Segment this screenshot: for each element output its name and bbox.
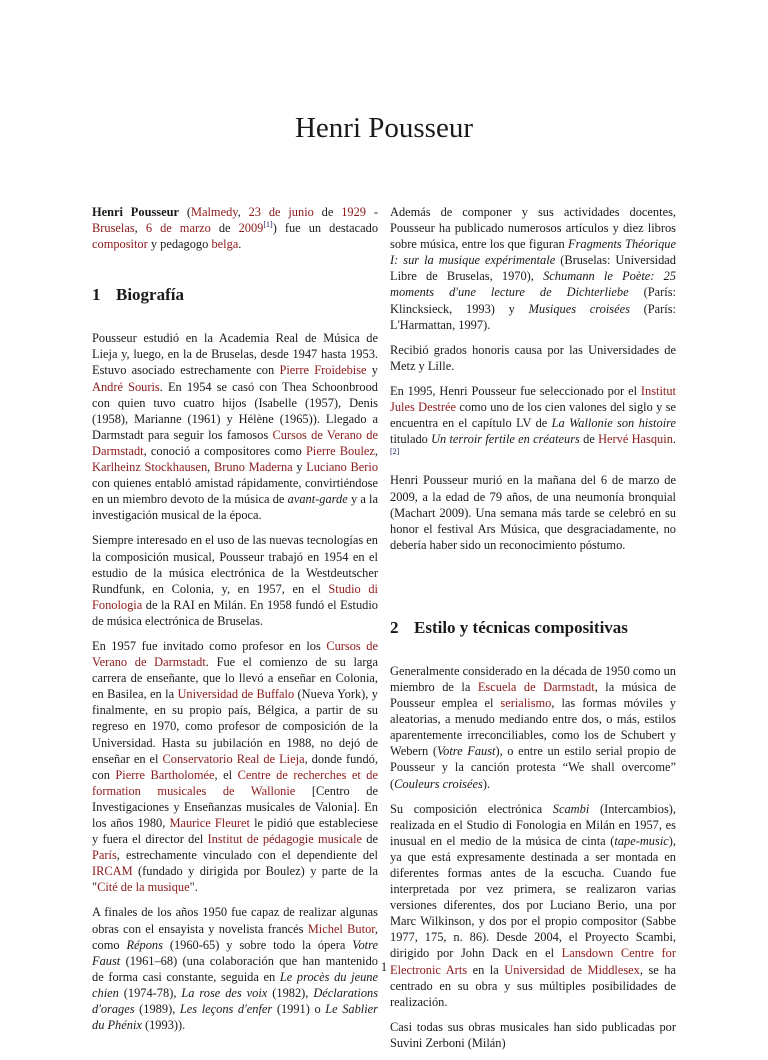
paragraph: Generalmente considerado en la década de 1950 como un miembro de la Escuela de Darmstadt, la música de Pousseur emplea el serialismo, las formas móviles y aleatorias, a menudo mediando entre dos, o más, estilos aparentemente irreconciliables, como los de Schubert y Webern (Votre Faust), o entre un estilo serial propio de Pousseur y la canción protesta “We shall overcome” (Couleurs croisées). [390,663,677,791]
link-cursos-darmstadt[interactable]: Cursos de Verano de Darmstadt [92,427,378,458]
intro-paragraph: Henri Pousseur (Malmedy, 23 de junio de 1929 - Bruselas, 6 de marzo de 2009[1]) fue un destacado compositor y pedagogo belga. [92,205,379,252]
link-centre-recherches[interactable]: Centre de recherches et de formation musicales de Wallonie [92,767,378,798]
link-stockhausen[interactable]: Karlheinz Stockhausen [92,460,208,475]
link-birth-year[interactable]: 1929 [341,205,366,219]
section-number: 1 [92,285,101,305]
section-heading-estilo [390,617,676,639]
link-herve-hasquin[interactable]: Hervé Hasquin [598,432,673,447]
link-cite-musique[interactable]: Cité de la musique [97,880,190,895]
section-number: 2 [390,617,399,637]
reference-1[interactable]: [1] [263,219,273,229]
link-institut-jules-destree[interactable]: Institut Jules Destrée [390,383,676,415]
paragraph: Henri Pousseur murió en la mañana del 6 de marzo de 2009, a la edad de 79 años, de una neumonía bronquial (Machart 2009). Una semana más tarde se celebró en su honor el festival Ars Música, que desgraciadamente, no debería haber sido un reconocimiento póstumo. [390,473,676,552]
link-death-date[interactable]: 6 de marzo [145,221,211,236]
paragraph: En 1995, Henri Pousseur fue seleccionado por el Institut Jules Destrée como uno de los cien valones del siglo y se encuentra en el capítulo LV de La Wallonie son histoire titulado Un terroir fertile en créateurs de Hervé Hasquin.[2] [390,383,677,457]
paragraph: Recibió grados honoris causa por las Universidades de Metz y Lille. [390,342,676,373]
link-malmedy[interactable]: Malmedy [190,205,238,219]
left-column [92,204,378,1042]
paragraph: Siempre interesado en el uso de las nuevas tecnologías en la composición musical, Pousseur trabajó en 1954 en el estudio de la música electrónica de la Westdeutscher Rundfunk, en Colonia, y, en 1957, en el Studio di Fonologia de la RAI en Milán. En 1958 fundó el Estudio de música electrónica de Bruselas. [92,533,378,628]
section-heading-biografia [92,284,378,306]
link-paris[interactable]: París [92,848,117,863]
link-universidad-buffalo[interactable]: Universidad de Buffalo [177,687,295,702]
paragraph: Casi todas sus obras musicales han sido publicadas por Suvini Zerboni (Milán) [390,1019,676,1050]
section-title: Estilo y técnicas compositivas [414,617,628,637]
reference-2[interactable]: [2] [390,447,400,457]
link-studio-di-fonologia[interactable]: Studio di Fonologia [92,581,378,612]
page-title: Henri Pousseur [294,112,473,144]
subject-name: Henri Pousseur [92,205,179,219]
paragraph: Su composición electrónica Scambi (Intercambios), realizada en el Studio di Fonologia en Milán en 1957, es inusual en el medio de la música de cinta (tape-music), ya que está expresamente destinada a ser montada en diferentes formas antes de la escucha. Cuando fue interpretada por vez primera, se realizaron varias versiones diferentes, dos por Luciano Berio, una por Marc Wilkinson, y dos por el propio compositor (Sabbe 1977, 175, n. 86). Desde 2004, el Proyecto Scambi, dirigido por John Dack en el Lansdown Centre for Electronic Arts en la Universidad de Middlesex, se ha centrado en su obra y sus múltiples posibilidades de realización. [390,801,676,1009]
link-pierre-froidebise[interactable]: Pierre Froidebise [279,363,367,378]
link-michel-butor[interactable]: Michel Butor [307,921,375,936]
paragraph: En 1957 fue invitado como profesor en los Cursos de Verano de Darmstadt. Fue el comienzo de su larga carrera de enseñante, que lo llevó a enseñar en Colonia, en Basilea, en la Universidad de Buffalo (Nueva York), y finalmente, en su propio país, Bélgica, a partir de su regreso en 1970, como profesor de composición de la Universidad. Hasta su jubilación en 1988, no dejó de enseñar en el Conservatorio Real de Lieja, donde fundó, con Pierre Bartholomée, el Centre de recherches et de formation musicales de Wallonie [Centro de Investigaciones y Enseñanzas musicales de Valonia]. En los años 1980, Maurice Fleuret le pidió que estableciese y fuera el director del Institut de pédagogie musicale de París, estrechamente vinculado con el dependiente del IRCAM (fundado y dirigida por Boulez) y parte de la "Cité de la musique". [92,638,378,895]
link-conservatorio-lieja[interactable]: Conservatorio Real de Lieja [162,751,305,766]
link-lansdown-centre[interactable]: Lansdown Centre for Electronic Arts [390,946,676,977]
link-luciano-berio[interactable]: Luciano Berio [306,460,379,475]
link-belga[interactable]: belga [211,237,239,252]
link-andre-souris[interactable]: André Souris [92,379,160,394]
link-bruno-maderna[interactable]: Bruno Maderna [213,460,293,475]
link-death-year[interactable]: 2009 [238,221,264,236]
link-institut-pedagogie[interactable]: Institut de pédagogie musicale [207,832,363,847]
link-pierre-boulez[interactable]: Pierre Boulez [306,443,375,458]
link-pierre-bartholomee[interactable]: Pierre Bartholomée [115,767,215,782]
link-ircam[interactable]: IRCAM [92,864,133,879]
paragraph: Además de componer y sus actividades docentes, Pousseur ha publicado numerosos artículos y diez libros sobre música, entre los que figuran Fragments Théorique I: sur la musique expérimentale (Bruselas: Universidad Libre de Bruselas, 1970), Schumann le Poète: 25 moments d'une lecture de Dichterliebe (París: Klincksieck, 1993) y Musiques croisées (París: L'Harmattan, 1997). [390,205,677,332]
link-serialismo[interactable]: serialismo [500,696,552,711]
link-bruselas[interactable]: Bruselas [92,221,135,236]
section-title: Biografía [116,285,184,305]
paragraph: A finales de los años 1950 fue capaz de realizar algunas obras con el ensayista y novelista francés Michel Butor, como Répons (1960-65) y sobre todo la ópera Votre Faust (1961–68) (una colaboración que han mantenido de forma casi constante, seguida en Le procès du jeune chien (1974-78), La rose des voix (1982), Déclarations d'orages (1989), Les leçons d'enfer (1991) o Le Sablier du Phénix (1993)). [92,905,379,1033]
link-escuela-darmstadt[interactable]: Escuela de Darmstadt [477,679,595,694]
page-number: 1 [380,960,388,974]
link-maurice-fleuret[interactable]: Maurice Fleuret [169,816,250,830]
paragraph: Pousseur estudió en la Academia Real de Música de Lieja y, luego, en la de Bruselas, desde 1947 hasta 1953. Estuvo asociado estrechamente con Pierre Froidebise y André Souris. En 1954 se casó con Thea Schoonbrood con quien tuvo cuatro hijos (Isabelle (1957), Denis (1958), Marianne (1961) y Hélène (1965)). Llegado a Darmstadt para seguir los famosos Cursos de Verano de Darmstadt, conoció a compositores como Pierre Boulez, Karlheinz Stockhausen, Bruno Maderna y Luciano Berio con quienes entabló amistad rápidamente, convirtiéndose en un miembro devoto de la música de avant-garde y a la investigación musical de la época. [92,331,379,523]
link-birth-date[interactable]: 23 de junio [248,205,314,219]
right-column [390,204,676,1060]
link-compositor[interactable]: compositor [92,237,148,252]
link-cursos-darmstadt-2[interactable]: Cursos de Verano de Darmstadt [92,638,378,670]
link-universidad-middlesex[interactable]: Universidad de Middlesex [504,962,640,977]
